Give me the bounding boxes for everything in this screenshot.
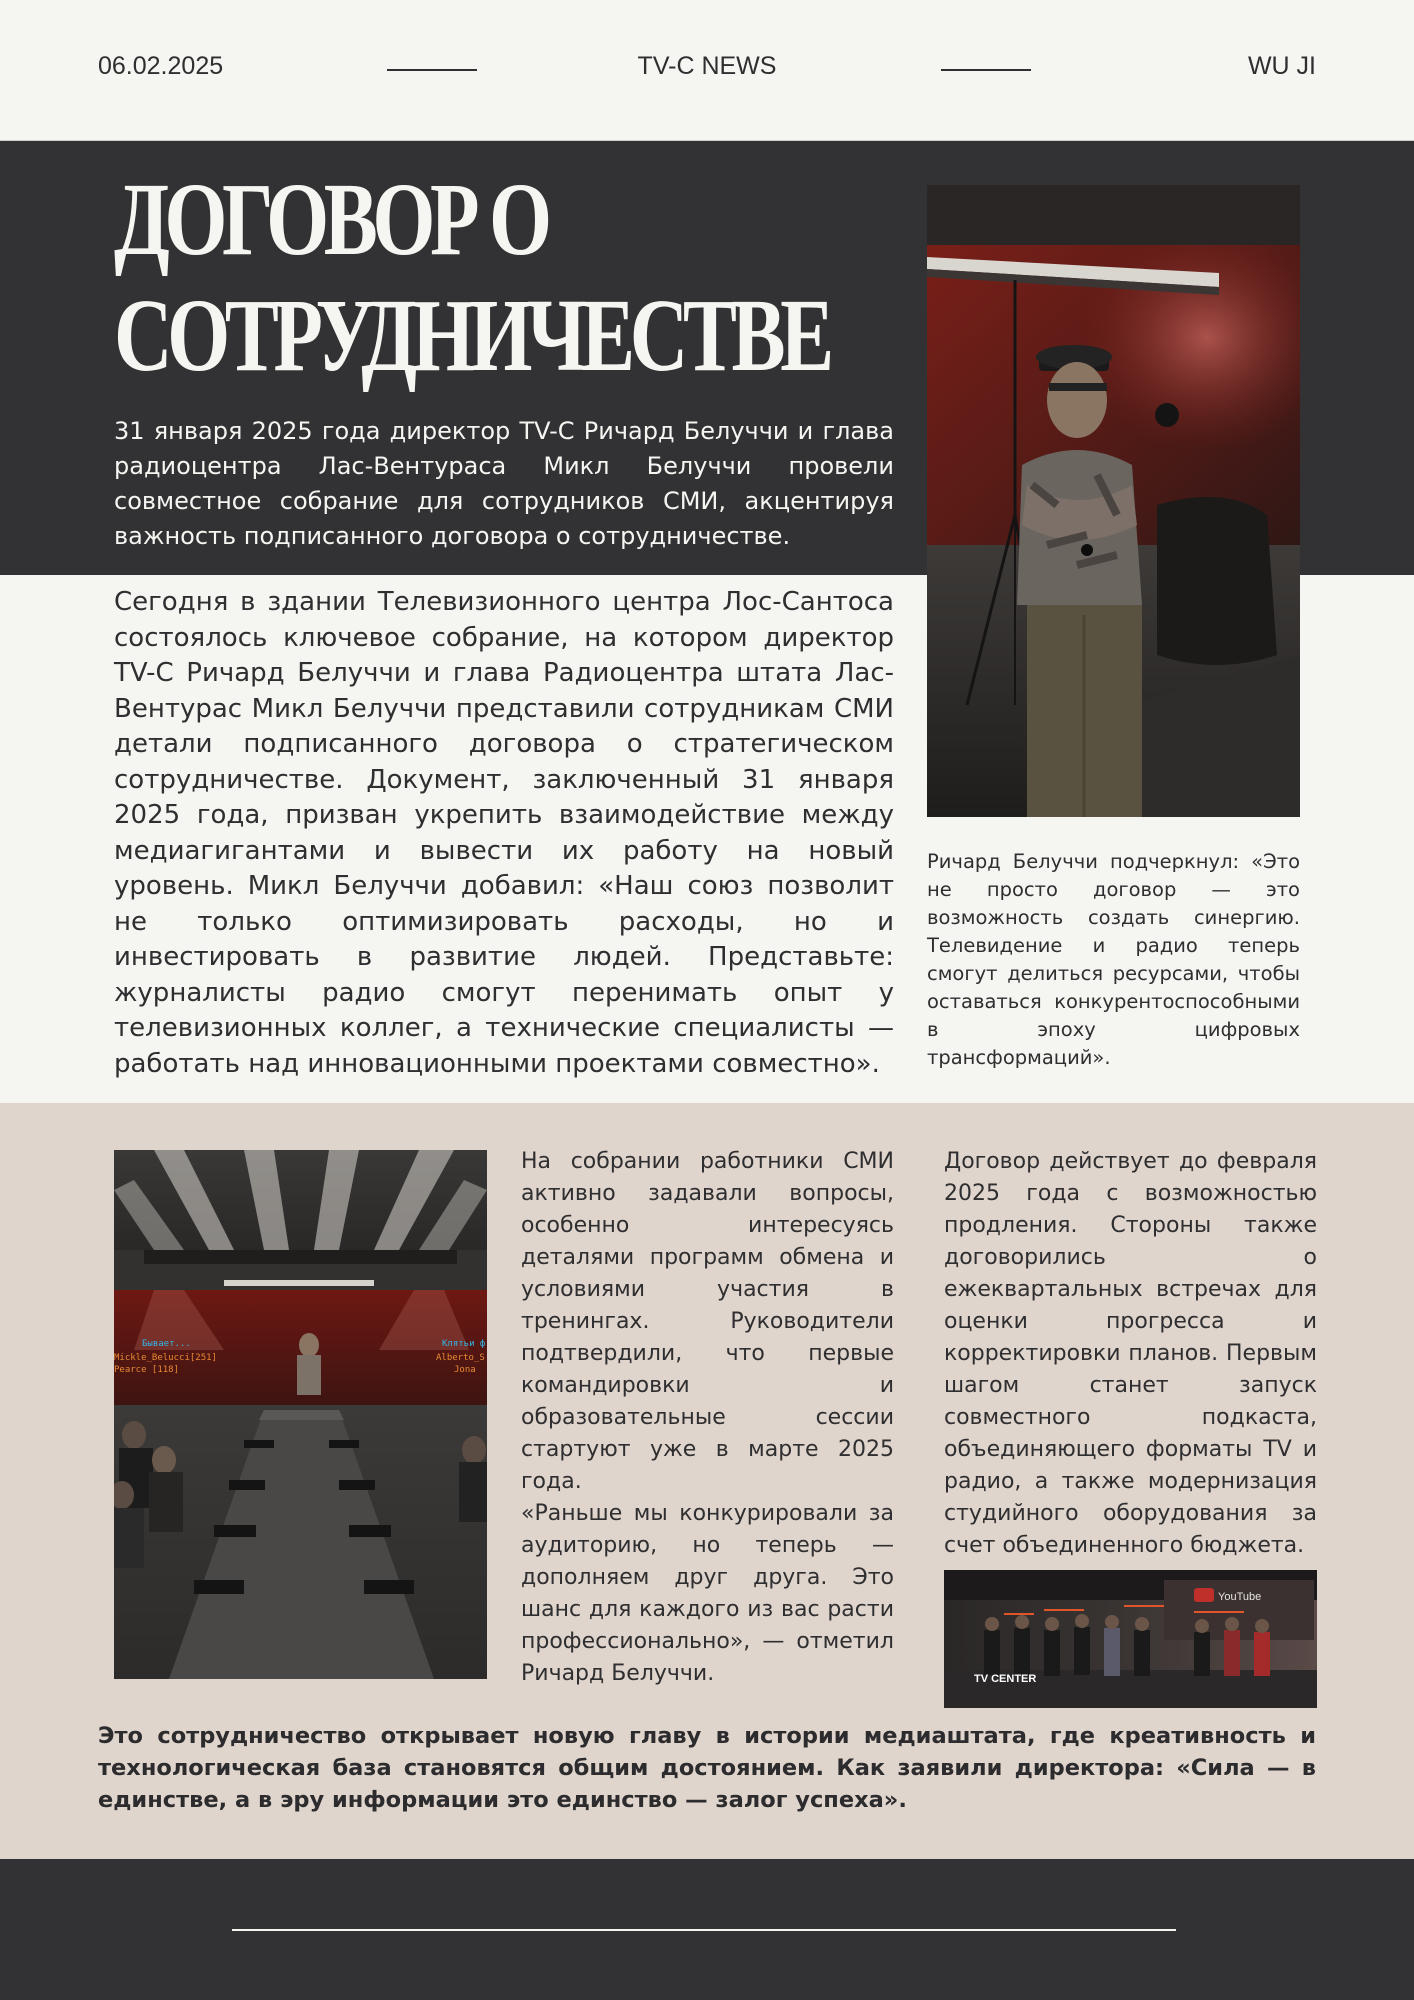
side-quote: Ричард Белуччи подчеркнул: «Это не просто договор — это возможность создать синергию. Телевидение и радио теперь смогут делиться ресурсами, чтобы оставаться конкурентоспособными в эпоху цифровых трансформаций». <box>927 850 1300 1069</box>
nametag-4: Клятьи ф <box>442 1339 486 1349</box>
article-column-middle <box>521 1146 894 1690</box>
article-body: Сегодня в здании Телевизионного центра Лос-Сантоса состоялось ключевое собрание, на котором директор TV-C Ричард Белуччи и глава Радиоцентра штата Лас-Вентурас Микл Белуччи представили сотрудникам СМИ детали подписанного договора о стратегическом сотрудничестве. Документ, заключенный 31 января 2025 года, призван укрепить взаимодействие между медиагигантами и вывести их работу на новый уровень. Микл Белуччи добавил: «Наш союз позволит не только оптимизировать расходы, но и инвестировать в развитие людей. Представьте: журналисты радио смогут перенимать опыт у телевизионных коллег, а технические специалисты — работать над инновационными проектами совместно». <box>114 587 894 1079</box>
nametag-5: Alberto_S <box>436 1353 485 1363</box>
nametag-3: Pearce [118] <box>114 1365 180 1375</box>
footer-divider <box>232 1929 1176 1931</box>
issue-date: 06.02.2025 <box>98 52 224 80</box>
article-column-right: Договор действует до февраля 2025 года с возможностью продления. Стороны также договорились о ежеквартальных встречах для оценки прогресса и корректировки планов. Первым шагом станет запуск совместного подкаста, объединяющего форматы TV и радио, а также модернизация студийного оборудования за счет объединенного бюджета. <box>944 1149 1317 1558</box>
nametag-1: Бывает... <box>142 1339 191 1349</box>
column-middle-text: На собрании работники СМИ активно задавали вопросы, особенно интересуясь деталями программ обмена и условиями участия в тренингах. Руководители подтвердили, что первые командировки и образовательные сессии стартуют уже в марте 2025 года. <box>521 1149 894 1494</box>
group-photo <box>944 1570 1317 1708</box>
masthead <box>0 0 1414 141</box>
publication-name: TV-C NEWS <box>637 52 777 80</box>
youtube-sign: YouTube <box>1218 1591 1262 1603</box>
masthead-divider-right <box>941 69 1031 71</box>
meeting-room-photo <box>114 1150 487 1679</box>
nametag-6: Jona <box>454 1365 476 1375</box>
article-headline: ДОГОВОР О СОТРУДНИЧЕСТВЕ <box>114 162 829 393</box>
nametag-2: Mickle_Belucci[251] <box>114 1353 217 1363</box>
tv-center-sign: TV CENTER <box>974 1673 1037 1685</box>
director-portrait-photo <box>927 185 1300 817</box>
author-name: WU JI <box>1247 52 1316 80</box>
column-middle-quote: «Раньше мы конкурировали за аудиторию, но теперь — дополняем друг друга. Это шанс для каждого из вас расти профессионально», — отметил Ричард Белуччи. <box>521 1501 894 1686</box>
article-conclusion: Это сотрудничество открывает новую главу в истории медиаштата, где креативность и технологическая база становятся общим достоянием. Как заявили директора: «Сила — в единстве, а в эру информации это единство — залог успеха». <box>98 1723 1316 1813</box>
article-lead: 31 января 2025 года директор TV-C Ричард Белуччи и глава радиоцентра Лас-Вентураса Микл Белуччи провели совместное собрание для сотрудников СМИ, акцентируя важность подписанного договора о сотрудничестве. <box>114 417 894 550</box>
